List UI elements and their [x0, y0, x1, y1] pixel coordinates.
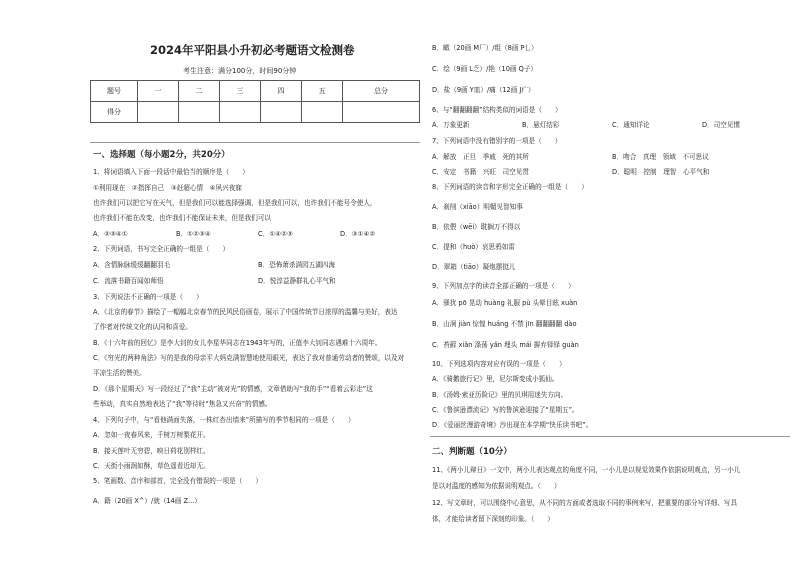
score-table-score-row	[91, 102, 420, 123]
q3-option-a-line1[interactable]: A．《北京的春节》描绘了一幅幅北京春节的民风民俗画卷，展示了中国传统节日浓厚的温馨与美好，表达	[93, 308, 398, 316]
q1-option-d[interactable]: D．③①④②	[340, 230, 376, 238]
q12-line2: 体，才能给读者留下深刻的印象。（ ）	[432, 515, 554, 523]
q6-option-d[interactable]: D．司空见惯	[702, 121, 741, 129]
q1-text-line1: 也许我们可以把它写在天气，但是我们可以能选择强调，但是我们可以，也许我们不能号令使人，	[93, 199, 377, 207]
q8-stem: 8、下列词语的读音和字形完全正确的一组是（ ）	[432, 183, 588, 191]
q1-items: ①利用现在 ②指挥自己 ③赶超心情 ④夙兴夜寐	[93, 184, 242, 192]
q10-option-a[interactable]: A．《骑鹅旅行记》里，尼尔斯变成小狐仙。	[432, 375, 559, 383]
q5-option-b[interactable]: B．瞰（20画 M厂）/组（8画 P乚）	[432, 44, 538, 52]
score-cell[interactable]	[343, 102, 420, 123]
q9-option-c[interactable]: C．苔藓 xiǎn 涤荡 yǎn 埋头 mái 摒弃铎铎 guàn	[432, 341, 579, 349]
q6-stem: 6、与“翻翻翻翻”结构类似的词语是（ ）	[432, 106, 562, 114]
q3-stem: 3、下列说法不正确的一项是（ ）	[93, 293, 203, 301]
q4-option-c[interactable]: C．天街小雨润如酥，草色遥看近却无。	[93, 462, 210, 470]
score-header-cell: 五	[302, 81, 343, 102]
q12-line1: 12、写文章时，可以围绕中心意思，从不同的方面或者选取不同的事例来写，把重要的部分写详细、写具	[432, 499, 738, 507]
score-table-header-row	[91, 81, 420, 102]
q3-option-c-line2: 平凉生活的赞美。	[93, 369, 146, 377]
q3-option-a-line2: 了作者对传统文化的认同和喜爱。	[93, 323, 192, 331]
q9-option-a[interactable]: A．骚扰 pō 晃动 huàng 礼服 pù 头晕目眩 xuàn	[432, 299, 578, 307]
q7-option-a[interactable]: A．解放 正旦 季戚 死的其所	[432, 153, 529, 161]
q1-text-line2: 也许我们不能在改变，也许我们不能保证未来，但是我们可以	[93, 214, 272, 222]
q10-option-d[interactable]: D．《爱丽丝漫游奇境》沙出现在本学期“快乐读书吧”。	[432, 421, 593, 429]
score-header-cell: 二	[179, 81, 220, 102]
q3-option-d-line2: 些举动，真实自然地表达了“我”等待时“焦急又兴奋”的情感。	[93, 400, 272, 408]
q5-option-d[interactable]: D．盐（9画 Y皿）/痛（12画 J疒）	[432, 86, 535, 94]
section1-heading: 一、选择题（每小题2分，共20分）	[93, 150, 230, 160]
q2-option-c[interactable]: C．流落书籍百闻如师悟	[93, 277, 164, 285]
score-header-cell: 一	[138, 81, 179, 102]
q5-option-c[interactable]: C．绘（9画 L乏）/艳（10画 Q子）	[432, 65, 537, 73]
score-cell[interactable]	[138, 102, 179, 123]
q6-option-a[interactable]: A．万象更新	[432, 121, 470, 129]
score-cell[interactable]	[179, 102, 220, 123]
q5-stem: 5、笔画数、音序和部首，完全没有错误的一项是（ ）	[93, 477, 263, 485]
q2-stem: 2、下列词语，书写完全正确的一组是（ ）	[93, 245, 230, 253]
q9-stem: 9、下列加点字的读音全部正确的一项是（ ）	[432, 282, 575, 290]
q3-option-c-line1[interactable]: C．《穷光的两种角法》写的是我的母亲平大妈克满智慧地使用眼光，表达了我对普通劳动者的赞颂，以及对	[93, 354, 405, 362]
score-header-cell: 题号	[91, 81, 138, 102]
q5-option-a[interactable]: A．籍（20画 X^）/就（14画 Z...）	[93, 497, 201, 505]
q7-option-b[interactable]: B．吻合 真理 领域 不可思议	[612, 153, 709, 161]
q1-option-c[interactable]: C．①④②③	[258, 230, 293, 238]
q4-stem: 4、下列句子中，与“看他满面失落，一株红杏出墙来”所描写的季节相同的一项是（ ）	[93, 416, 355, 424]
q3-option-b[interactable]: B．《十六年前的回忆》是李大钊的女儿李星华同志在1943年写的，正值李大钊同志遇难十六周年。	[93, 339, 382, 347]
exam-notice: 考生注意：满分100分，时间90分钟	[183, 67, 297, 75]
score-header-cell: 四	[261, 81, 302, 102]
q11-line2: 是以对温度的感知为依据说明观点。（ ）	[432, 482, 561, 490]
q1-option-a[interactable]: A．②③④①	[93, 230, 128, 238]
q8-option-c[interactable]: C．提和（huò）哀思鸦如雷	[432, 243, 515, 251]
q6-option-b[interactable]: B．悬灯结彩	[522, 121, 560, 129]
score-header-cell: 三	[220, 81, 261, 102]
page-title: 2024年平阳县小升初必考题语文检测卷	[150, 43, 355, 57]
q6-option-c[interactable]: C．通知详论	[612, 121, 650, 129]
q2-option-d[interactable]: D．悦淳益静群礼心平气和	[258, 277, 336, 285]
score-cell[interactable]	[220, 102, 261, 123]
score-cell[interactable]	[302, 102, 343, 123]
q7-option-d[interactable]: D．聪明 控制 理智 心平气和	[612, 168, 710, 176]
q8-option-d[interactable]: D．翠箱（tiāo）凝炮摆挺儿	[432, 263, 516, 271]
q2-option-b[interactable]: B．恐怖萧杀满园五湖四海	[258, 261, 336, 269]
q7-option-c[interactable]: C．安定 书籍 兴旺 司空见贯	[432, 168, 529, 176]
q8-option-b[interactable]: B．依偎（wēi）耽搁万不得以	[432, 223, 521, 231]
section-divider	[90, 142, 420, 143]
q1-stem: 1、将词语填入下面一段话中最恰当的顺序是（ ）	[93, 168, 249, 176]
q10-option-b[interactable]: B．《汤姆·索亚历险记》里的贝琪用迷失方向。	[432, 391, 568, 399]
q7-stem: 7、下列词语中没有错别字的一项是（ ）	[432, 137, 562, 145]
score-header-cell: 总分	[343, 81, 420, 102]
q10-option-c[interactable]: C．《鲁滨逊漂流记》写的鲁滨逊迎接了“星期五”。	[432, 406, 579, 414]
q10-stem: 10、下列选项内容对应有误的一项是（ ）	[432, 360, 566, 368]
q8-option-a[interactable]: A．刹削（xiāo）明媚见智知事	[432, 203, 523, 211]
q4-option-a[interactable]: A．忽如一夜春风来，千树万树梨花开。	[93, 431, 210, 439]
score-row-label: 得分	[91, 102, 138, 123]
q1-option-b[interactable]: B．①②③④	[176, 230, 211, 238]
q9-option-b[interactable]: B．山涧 jiàn 惊惶 huáng 不禁 jīn 翻翻翻翻 dào	[432, 320, 577, 328]
score-cell[interactable]	[261, 102, 302, 123]
section-divider	[430, 436, 790, 437]
q2-option-a[interactable]: A．含情脉脉缓缓翻翻羽毛	[93, 261, 171, 269]
q11-line1: 11、《两小儿辩日》一文中，两小儿表达观点的角度不同，一小儿是以视觉效果作依据说明观点，另一小儿	[432, 466, 741, 474]
section2-heading: 二、判断题（10分）	[432, 447, 512, 457]
q4-option-b[interactable]: B．接天莲叶无穷碧，映日荷花别样红。	[93, 447, 210, 455]
score-table	[90, 80, 420, 123]
q3-option-d-line1[interactable]: D．《那个星期天》写一段经过了“我”主动“被对光”的情感，文章借助写“我的手”“看着云彩走”这	[93, 385, 373, 393]
